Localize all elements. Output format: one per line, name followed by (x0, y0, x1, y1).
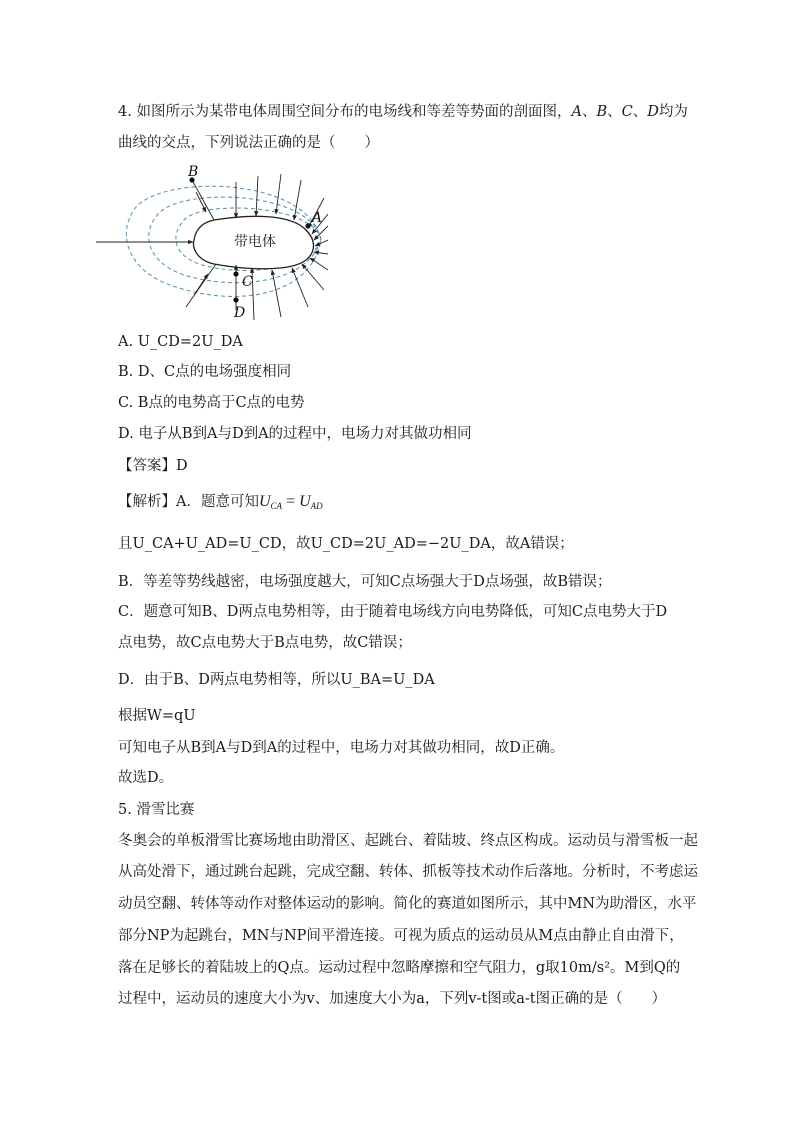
point-list: A (571, 104, 582, 120)
analysis-a1: 且U_CA+U_AD=U_CD，故U_CD=2U_AD=−2U_DA，故A错误； (118, 536, 574, 552)
option-d: D. 电子从B到A与D到A的过程中，电场力对其做功相同 (118, 426, 472, 442)
option-b: B. D、C点的电场强度相同 (118, 364, 292, 380)
answer: 【答案】D (118, 458, 188, 474)
q5-title: 5. 滑雪比赛 (118, 802, 195, 818)
analysis-d2: 根据W=qU (118, 708, 196, 724)
analysis-b: B．等差等势线越密，电场强度越大，可知C点场强大于D点场强，故B错误； (118, 574, 612, 590)
analysis-c2: 点电势，故C点电势大于B点电势，故C错误； (118, 635, 412, 651)
q5-line3: 动员空翻、转体等动作对整体运动的影响。简化的赛道如图所示，其中MN为助滑区，水平 (118, 896, 697, 912)
q5-line2: 从高处滑下，通过跳台起跳，完成空翻、转体、抓板等技术动作后落地。分析时，不考虑运 (118, 864, 698, 880)
analysis-d1: D．由于B、D两点电势相等，所以U_BA=U_DA (118, 672, 435, 688)
analysis-c1: C．题意可知B、D两点电势相等，由于随着电场线方向电势降低，可知C点电势大于D (118, 604, 668, 620)
q5-line6: 过程中，运动员的速度大小为v、加速度大小为a，下列v-t图或a-t图正确的是（ ） (118, 991, 667, 1007)
q5-line1: 冬奥会的单板滑雪比赛场地由助滑区、起跳台、着陆坡、终点区构成。运动员与滑雪板一起 (118, 833, 698, 849)
label-B: B (188, 164, 199, 180)
q5-line4: 部分NP为起跳台，MN与NP间平滑连接。可视为质点的运动员从M点由静止自由滑下， (118, 928, 684, 944)
point-C (233, 271, 238, 276)
analysis-title: 【解析】A．题意可知$U_{CA} = U_{AD}$ (118, 493, 323, 511)
field-figure (96, 162, 328, 322)
label-C: C (242, 274, 253, 290)
option-a: A. U_CD=2U_DA (118, 334, 243, 350)
q5-line5: 落在足够长的着陆坡上的Q点。运动过程中忽略摩擦和空气阻力，g取10m/s²。M到Q的 (118, 960, 681, 976)
q4-stem-line2: 曲线的交点，下列说法正确的是（ ） (118, 135, 379, 151)
label-A: A (312, 210, 323, 226)
conclusion: 故选D。 (118, 770, 174, 786)
charged-body-label: 带电体 (234, 234, 276, 250)
option-c: C. B点的电势高于C点的电势 (118, 395, 305, 411)
analysis-d3: 可知电子从B到A与D到A的过程中，电场力对其做功相同，故D正确。 (118, 740, 565, 756)
point-D (233, 297, 238, 302)
point-A (305, 223, 310, 228)
label-D: D (234, 305, 246, 321)
q4-stem-line1: 4. 如图所示为某带电体周围空间分布的电场线和等差等势面的剖面图，A、B、C、D均为 (118, 104, 688, 120)
